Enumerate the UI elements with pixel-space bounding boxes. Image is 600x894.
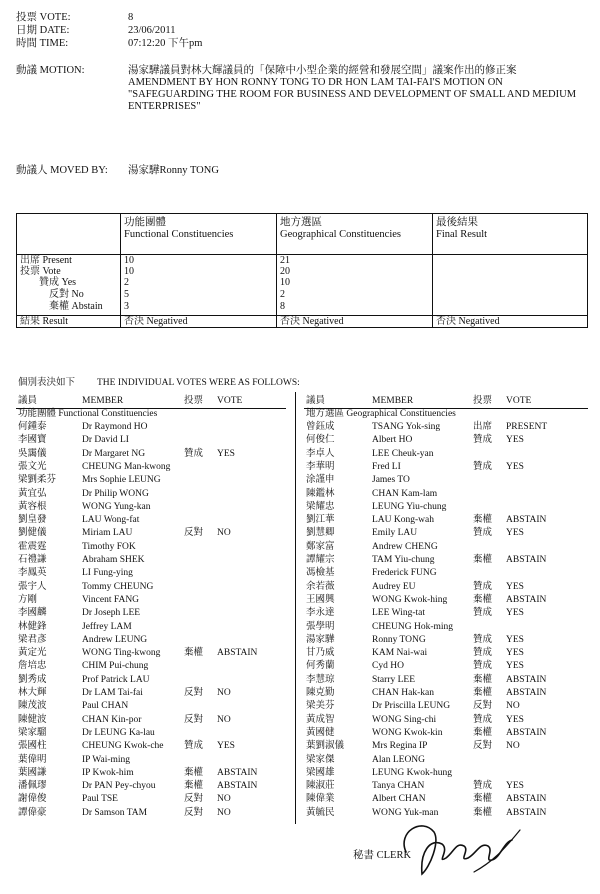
date-label: 日期 DATE: — [16, 25, 70, 36]
row-present-gc: 21 — [280, 255, 290, 266]
gc-vote: YES — [506, 462, 524, 472]
time-label: 時間 TIME: — [16, 38, 69, 49]
col-header-vote-right: VOTE — [506, 396, 532, 406]
fc-vote-zh: 反對 — [184, 808, 204, 818]
fc-vote: ABSTAIN — [217, 648, 258, 658]
gc-member-zh: 陳鑑林 — [306, 489, 335, 499]
gc-member-zh: 王國興 — [306, 595, 335, 605]
fc-member-name: Dr Philip WONG — [82, 489, 149, 499]
fc-member-zh: 劉健儀 — [18, 528, 47, 538]
fc-member-zh: 張文光 — [18, 462, 47, 472]
gc-member-zh: 張學明 — [306, 622, 335, 632]
gc-member-name: LEUNG Yiu-chung — [372, 502, 447, 512]
gc-member-name: TAM Yiu-chung — [372, 555, 435, 565]
fc-member-name: IP Wai-ming — [82, 755, 131, 765]
fc-vote-zh: 贊成 — [184, 449, 204, 459]
gc-member-zh: 李華明 — [306, 462, 335, 472]
gc-member-zh: 梁耀忠 — [306, 502, 335, 512]
fc-member-zh: 林健鋒 — [18, 622, 47, 632]
fc-member-zh: 譚偉豪 — [18, 808, 47, 818]
fc-vote: YES — [217, 449, 235, 459]
gc-vote: ABSTAIN — [506, 808, 547, 818]
col-final-header: 最後結果 Final Result — [436, 217, 488, 240]
fc-member-name: WONG Yung-kan — [82, 502, 151, 512]
gc-member-zh: 余若薇 — [306, 582, 335, 592]
fc-member-name: LI Fung-ying — [82, 568, 133, 578]
gc-member-zh: 涂謹申 — [306, 475, 335, 485]
gc-vote: YES — [506, 781, 524, 791]
fc-member-zh: 林大輝 — [18, 688, 47, 698]
gc-member-name: Audrey EU — [372, 582, 416, 592]
fc-member-zh: 吳靄儀 — [18, 449, 47, 459]
gc-member-name: LEE Wing-tat — [372, 608, 425, 618]
gc-vote-zh: 棄權 — [473, 688, 493, 698]
gc-vote: YES — [506, 648, 524, 658]
gc-member-zh: 何秀蘭 — [306, 661, 335, 671]
fc-member-zh: 石禮謙 — [18, 555, 47, 565]
gc-vote: NO — [506, 741, 520, 751]
row-present-label: 出席 Present — [20, 255, 72, 266]
gc-member-name: Albert HO — [372, 435, 413, 445]
gc-member-zh: 黃成智 — [306, 715, 335, 725]
fc-vote: NO — [217, 808, 231, 818]
fc-member-zh: 黃定光 — [18, 648, 47, 658]
row-yes-gc: 10 — [280, 277, 290, 288]
motion-chinese: 湯家驊議員對林大輝議員的「保障中小型企業的經營和發展空間」議案作出的修正案 — [128, 65, 517, 76]
fc-vote-zh: 反對 — [184, 715, 204, 725]
gc-member-zh: 劉江華 — [306, 515, 335, 525]
gc-member-name: Albert CHAN — [372, 794, 426, 804]
gc-member-zh: 曾鈺成 — [306, 422, 335, 432]
gc-member-name: Starry LEE — [372, 675, 416, 685]
gc-member-zh: 甘乃威 — [306, 648, 335, 658]
gc-vote-zh: 贊成 — [473, 661, 493, 671]
row-yes-fc: 2 — [124, 277, 129, 288]
vote-number: 8 — [128, 12, 134, 23]
gc-vote-zh: 贊成 — [473, 582, 493, 592]
fc-member-zh: 劉秀成 — [18, 675, 47, 685]
fc-member-zh: 葉偉明 — [18, 755, 47, 765]
fc-member-name: Dr David LI — [82, 435, 129, 445]
fc-member-zh: 陳茂波 — [18, 701, 47, 711]
gc-vote-zh: 贊成 — [473, 635, 493, 645]
fc-member-name: Andrew LEUNG — [82, 635, 148, 645]
row-no-gc: 2 — [280, 289, 285, 300]
fc-vote-zh: 棄權 — [184, 768, 204, 778]
gc-vote-zh: 出席 — [473, 422, 493, 432]
gc-vote: YES — [506, 715, 524, 725]
fc-member-name: Dr Joseph LEE — [82, 608, 141, 618]
row-result-final: 否決 Negatived — [436, 316, 500, 327]
summary-table — [16, 213, 588, 328]
col-header-member-left: MEMBER — [82, 396, 124, 406]
row-result-label: 結果 Result — [20, 316, 69, 327]
col-header-zh-right: 議員 — [306, 396, 326, 406]
fc-vote: YES — [217, 741, 235, 751]
fc-member-name: WONG Ting-kwong — [82, 648, 161, 658]
gc-member-name: Alan LEONG — [372, 755, 426, 765]
gc-member-name: CHAN Kam-lam — [372, 489, 438, 499]
fc-member-name: CHEUNG Man-kwong — [82, 462, 171, 472]
fc-member-name: Dr Samson TAM — [82, 808, 148, 818]
individual-heading-en: THE INDIVIDUAL VOTES WERE AS FOLLOWS: — [97, 378, 300, 388]
fc-vote-zh: 贊成 — [184, 741, 204, 751]
fc-member-name: Timothy FOK — [82, 542, 136, 552]
fc-member-zh: 謝偉俊 — [18, 794, 47, 804]
gc-vote: YES — [506, 582, 524, 592]
gc-vote-zh: 反對 — [473, 701, 493, 711]
gc-member-name: LEE Cheuk-yan — [372, 449, 434, 459]
fc-member-zh: 張國柱 — [18, 741, 47, 751]
gc-member-zh: 李卓人 — [306, 449, 335, 459]
fc-member-zh: 張宇人 — [18, 582, 47, 592]
time-value: 07:12:20 下午pm — [128, 38, 203, 49]
gc-member-name: WONG Kwok-hing — [372, 595, 448, 605]
gc-member-zh: 馮檢基 — [306, 568, 335, 578]
fc-member-zh: 黃宜弘 — [18, 489, 47, 499]
fc-member-name: Dr Margaret NG — [82, 449, 146, 459]
gc-member-zh: 陳偉業 — [306, 794, 335, 804]
fc-member-zh: 潘佩璆 — [18, 781, 47, 791]
gc-vote: YES — [506, 435, 524, 445]
fc-member-zh: 詹培忠 — [18, 661, 47, 671]
gc-vote-zh: 棄權 — [473, 794, 493, 804]
gc-vote-zh: 棄權 — [473, 595, 493, 605]
fc-member-zh: 李國寶 — [18, 435, 47, 445]
fc-member-zh: 方剛 — [18, 595, 38, 605]
gc-vote-zh: 贊成 — [473, 435, 493, 445]
gc-member-name: Fred LI — [372, 462, 401, 472]
fc-member-zh: 葉國謙 — [18, 768, 47, 778]
fc-member-name: Paul CHAN — [82, 701, 129, 711]
gc-vote-zh: 棄權 — [473, 675, 493, 685]
fc-member-zh: 李鳳英 — [18, 568, 47, 578]
gc-member-zh: 何俊仁 — [306, 435, 335, 445]
gc-member-name: WONG Yuk-man — [372, 808, 439, 818]
fc-member-name: CHIM Pui-chung — [82, 661, 149, 671]
fc-member-zh: 梁劉柔芬 — [18, 475, 57, 485]
gc-vote-zh: 棄權 — [473, 555, 493, 565]
gc-member-zh: 陳淑莊 — [306, 781, 335, 791]
fc-vote: NO — [217, 688, 231, 698]
motion-label: 動議 MOTION: — [16, 65, 85, 76]
fc-member-name: Paul TSE — [82, 794, 118, 804]
gc-member-zh: 李慧琼 — [306, 675, 335, 685]
gc-member-name: Mrs Regina IP — [372, 741, 428, 751]
fc-member-name: Mrs Sophie LEUNG — [82, 475, 161, 485]
gc-vote-zh: 棄權 — [473, 808, 493, 818]
fc-member-zh: 梁家騮 — [18, 728, 47, 738]
gc-member-name: CHEUNG Hok-ming — [372, 622, 454, 632]
gc-member-name: CHAN Hak-kan — [372, 688, 435, 698]
fc-vote: ABSTAIN — [217, 768, 258, 778]
gc-member-name: LEUNG Kwok-hung — [372, 768, 452, 778]
fc-vote: ABSTAIN — [217, 781, 258, 791]
row-yes-label: 贊成 Yes — [39, 277, 77, 288]
fc-member-name: Dr LAM Tai-fai — [82, 688, 143, 698]
gc-member-zh: 梁國雄 — [306, 768, 335, 778]
row-result-gc: 否決 Negatived — [280, 316, 344, 327]
gc-member-name: TSANG Yok-sing — [372, 422, 441, 432]
fc-member-zh: 梁君彥 — [18, 635, 47, 645]
fc-member-name: Miriam LAU — [82, 528, 133, 538]
gc-member-zh: 梁家傑 — [306, 755, 335, 765]
gc-vote: ABSTAIN — [506, 595, 547, 605]
gc-vote: ABSTAIN — [506, 688, 547, 698]
fc-member-name: Tommy CHEUNG — [82, 582, 154, 592]
fc-vote-zh: 棄權 — [184, 648, 204, 658]
fc-member-zh: 霍震霆 — [18, 542, 47, 552]
col-header-vote-zh-left: 投票 — [184, 396, 204, 406]
fc-member-zh: 何鍾泰 — [18, 422, 47, 432]
fc-member-name: Jeffrey LAM — [82, 622, 132, 632]
gc-member-name: Frederick FUNG — [372, 568, 437, 578]
gc-member-name: Tanya CHAN — [372, 781, 425, 791]
gc-member-name: WONG Sing-chi — [372, 715, 437, 725]
row-vote-label: 投票 Vote — [20, 266, 61, 277]
gc-member-zh: 黃毓民 — [306, 808, 335, 818]
gc-member-name: James TO — [372, 475, 410, 485]
gc-vote: ABSTAIN — [506, 515, 547, 525]
gc-member-zh: 鄭家富 — [306, 542, 335, 552]
gc-member-zh: 葉劉淑儀 — [306, 741, 345, 751]
fc-member-zh: 李國麟 — [18, 608, 47, 618]
gc-vote-zh: 贊成 — [473, 608, 493, 618]
gc-vote-zh: 贊成 — [473, 528, 493, 538]
gc-vote-zh: 贊成 — [473, 648, 493, 658]
gc-member-zh: 劉慧卿 — [306, 528, 335, 538]
moved-by-value: 湯家驊Ronny TONG — [128, 165, 219, 176]
fc-member-name: Abraham SHEK — [82, 555, 145, 565]
gc-member-name: Cyd HO — [372, 661, 404, 671]
col-fc-header: 功能團體 Functional Constituencies — [124, 217, 234, 240]
gc-member-zh: 湯家驊 — [306, 635, 335, 645]
moved-by-label: 動議人 MOVED BY: — [16, 165, 108, 176]
fc-vote-zh: 棄權 — [184, 781, 204, 791]
gc-member-name: KAM Nai-wai — [372, 648, 428, 658]
gc-vote: YES — [506, 528, 524, 538]
gc-vote-zh: 贊成 — [473, 462, 493, 472]
col-gc-header: 地方選區 Geographical Constituencies — [280, 217, 402, 240]
fc-member-zh: 陳健波 — [18, 715, 47, 725]
gc-vote-zh: 棄權 — [473, 515, 493, 525]
gc-vote-zh: 贊成 — [473, 715, 493, 725]
fc-vote-zh: 反對 — [184, 688, 204, 698]
col-header-zh-left: 議員 — [18, 396, 38, 406]
date-value: 23/06/2011 — [128, 25, 176, 36]
fc-member-name: CHAN Kin-por — [82, 715, 142, 725]
row-vote-gc: 20 — [280, 266, 290, 277]
fc-member-zh: 劉皇發 — [18, 515, 47, 525]
gc-member-zh: 黃國健 — [306, 728, 335, 738]
col-header-vote-left: VOTE — [217, 396, 243, 406]
gc-vote: NO — [506, 701, 520, 711]
gc-member-name: Emily LAU — [372, 528, 418, 538]
fc-vote-zh: 反對 — [184, 528, 204, 538]
gc-member-zh: 李永達 — [306, 608, 335, 618]
fc-member-name: Vincent FANG — [82, 595, 140, 605]
motion-text — [128, 65, 578, 113]
vote-label: 投票 VOTE: — [16, 12, 71, 23]
row-abstain-label: 棄權 Abstain — [49, 301, 103, 312]
gc-member-zh: 陳克勤 — [306, 688, 335, 698]
motion-english: AMENDMENT BY HON RONNY TONG TO DR HON LAM TAI-FAI'S MOTION ON "SAFEGUARDING THE ROOM FOR BUSINESS AND DEVELOPMENT OF SMALL AND MEDIUM ENTERPRISES" — [128, 77, 577, 112]
gc-member-name: Ronny TONG — [372, 635, 426, 645]
gc-vote: YES — [506, 661, 524, 671]
gc-member-name: Dr Priscilla LEUNG — [372, 701, 451, 711]
fc-member-name: Prof Patrick LAU — [82, 675, 150, 685]
fc-member-zh: 黃容根 — [18, 502, 47, 512]
row-no-fc: 5 — [124, 289, 129, 300]
gc-member-name: LAU Kong-wah — [372, 515, 435, 525]
fc-member-name: CHEUNG Kwok-che — [82, 741, 164, 751]
clerk-signature — [392, 812, 532, 882]
gc-vote: ABSTAIN — [506, 794, 547, 804]
row-abstain-fc: 3 — [124, 301, 129, 312]
gc-vote: YES — [506, 635, 524, 645]
row-vote-fc: 10 — [124, 266, 134, 277]
fc-section-title: 功能團體 Functional Constituencies — [18, 409, 158, 419]
fc-member-name: Dr PAN Pey-chyou — [82, 781, 156, 791]
row-present-fc: 10 — [124, 255, 134, 266]
fc-vote: NO — [217, 794, 231, 804]
col-header-vote-zh-right: 投票 — [473, 396, 493, 406]
col-header-member-right: MEMBER — [372, 396, 414, 406]
gc-member-zh: 梁美芬 — [306, 701, 335, 711]
clerk-label: 秘書 CLERK — [353, 850, 412, 861]
fc-vote: NO — [217, 528, 231, 538]
gc-member-name: WONG Kwok-kin — [372, 728, 443, 738]
individual-heading-zh: 個別表決如下 — [18, 378, 76, 388]
fc-vote-zh: 反對 — [184, 794, 204, 804]
gc-vote-zh: 棄權 — [473, 728, 493, 738]
row-no-label: 反對 No — [49, 289, 84, 300]
column-divider — [295, 392, 296, 824]
fc-vote: NO — [217, 715, 231, 725]
fc-member-name: LAU Wong-fat — [82, 515, 140, 525]
fc-member-name: Dr Raymond HO — [82, 422, 148, 432]
fc-member-name: Dr LEUNG Ka-lau — [82, 728, 155, 738]
gc-section-title: 地方選區 Geographical Constituencies — [306, 409, 456, 419]
gc-vote-zh: 贊成 — [473, 781, 493, 791]
gc-member-zh: 譚耀宗 — [306, 555, 335, 565]
fc-member-name: IP Kwok-him — [82, 768, 134, 778]
gc-vote: PRESENT — [506, 422, 548, 432]
row-abstain-gc: 8 — [280, 301, 285, 312]
gc-vote: ABSTAIN — [506, 675, 547, 685]
gc-vote: ABSTAIN — [506, 728, 547, 738]
gc-vote: YES — [506, 608, 524, 618]
gc-vote: ABSTAIN — [506, 555, 547, 565]
row-result-fc: 否決 Negatived — [124, 316, 188, 327]
gc-vote-zh: 反對 — [473, 741, 493, 751]
gc-member-name: Andrew CHENG — [372, 542, 438, 552]
